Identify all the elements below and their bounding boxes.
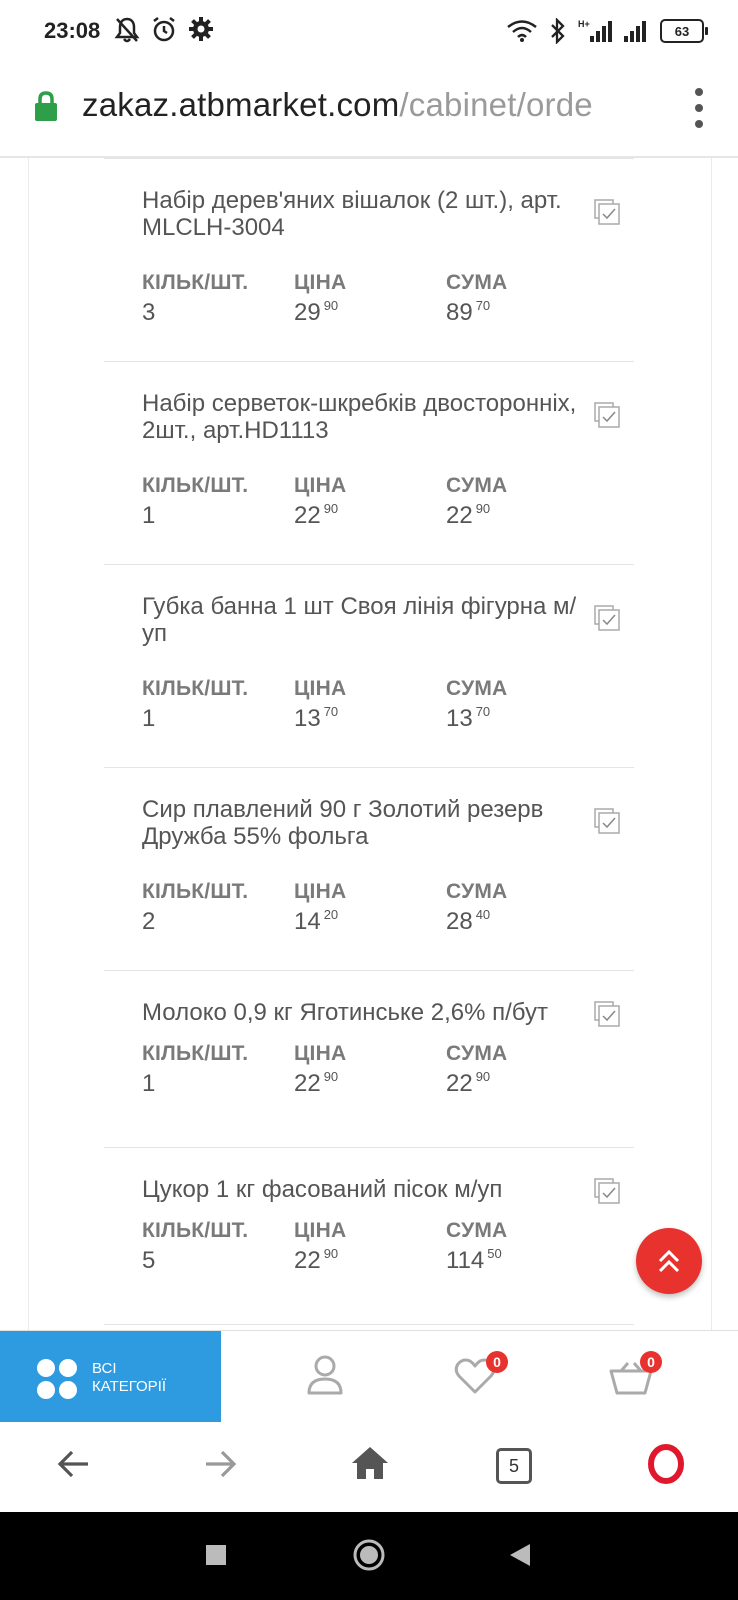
item-title[interactable]: Сир плавлений 90 г Золотий резерв Дружба 55% фольга — [142, 796, 544, 850]
order-item — [104, 1147, 634, 1325]
price-value: 22 $^{90}$ — [294, 501, 339, 529]
price-value: 22 $^{90}$ — [294, 1069, 339, 1097]
url-path: /cabinet/orde — [399, 86, 593, 123]
sum-value: 22 $^{90}$ — [446, 1069, 491, 1097]
qty-value: 2 — [142, 908, 156, 935]
checkbox-icon[interactable] — [594, 402, 620, 428]
item-columns — [142, 271, 634, 327]
signal-icon — [622, 18, 650, 44]
price-label: ЦІНА — [294, 271, 347, 294]
wifi-icon — [506, 19, 538, 43]
battery-icon: 63 — [660, 19, 704, 43]
order-item — [104, 564, 634, 767]
item-columns — [142, 880, 634, 936]
sum-label: СУМА — [446, 1042, 508, 1065]
site-bottom-nav — [0, 1330, 738, 1424]
price-label: ЦІНА — [294, 474, 347, 497]
checkbox-icon[interactable] — [594, 808, 620, 834]
checkbox-icon[interactable] — [594, 1178, 620, 1204]
item-title[interactable]: Набір дерев'яних вішалок (2 шт.), арт. MLCLH-3004 — [142, 187, 562, 241]
scroll-to-top-button[interactable] — [636, 1228, 702, 1294]
gear-icon — [188, 16, 214, 42]
tabs-counter-button[interactable]: 5 — [496, 1448, 532, 1484]
sum-label: СУМА — [446, 474, 508, 497]
sum-value: 28 $^{40}$ — [446, 907, 491, 935]
item-columns — [142, 1219, 634, 1275]
opera-menu-icon[interactable] — [648, 1444, 684, 1484]
alarm-icon — [150, 16, 178, 44]
order-item — [104, 970, 634, 1147]
sum-value: 13 $^{70}$ — [446, 704, 491, 732]
all-categories-button[interactable] — [0, 1331, 221, 1423]
back-triangle-icon[interactable] — [508, 1542, 532, 1568]
all-categories-label: ВСІ КАТЕГОРІЇ — [92, 1360, 167, 1395]
order-content — [0, 158, 738, 1330]
sum-value: 114 $^{50}$ — [446, 1246, 502, 1274]
qty-label: КІЛЬК/ШТ. — [142, 271, 249, 294]
qty-value: 3 — [142, 299, 156, 326]
qty-label: КІЛЬК/ШТ. — [142, 677, 249, 700]
order-items-list — [104, 158, 634, 1325]
lock-icon — [34, 90, 58, 122]
qty-label: КІЛЬК/ШТ. — [142, 1219, 249, 1242]
recents-icon[interactable] — [205, 1544, 227, 1566]
url-text[interactable] — [82, 86, 662, 124]
price-value: 29 $^{90}$ — [294, 298, 339, 326]
price-value: 13 $^{70}$ — [294, 704, 339, 732]
home-circle-icon[interactable] — [352, 1538, 386, 1572]
item-title[interactable]: Цукор 1 кг фасований пісок м/уп — [142, 1176, 503, 1203]
bluetooth-icon — [548, 18, 568, 44]
sum-value: 89 $^{70}$ — [446, 298, 491, 326]
sum-label: СУМА — [446, 880, 508, 903]
item-title[interactable]: Набір серветок-шкребків двосторонніх, 2шт., арт.HD1113 — [142, 390, 577, 444]
muted-bell-icon — [114, 16, 140, 44]
system-nav-bar — [0, 1512, 738, 1600]
categories-grid-icon — [36, 1358, 78, 1400]
item-columns — [142, 677, 634, 733]
qty-value: 5 — [142, 1247, 156, 1274]
qty-label: КІЛЬК/ШТ. — [142, 880, 249, 903]
qty-label: КІЛЬК/ШТ. — [142, 474, 249, 497]
checkbox-icon[interactable] — [594, 1001, 620, 1027]
svg-text:H+: H+ — [578, 19, 590, 29]
order-item — [104, 361, 634, 564]
back-arrow-icon[interactable] — [56, 1446, 92, 1482]
qty-value: 1 — [142, 502, 156, 529]
price-label: ЦІНА — [294, 1042, 347, 1065]
item-title[interactable]: Губка банна 1 шт Своя лінія фігурна м/уп — [142, 593, 577, 647]
cart-count-badge: 0 — [640, 1351, 662, 1373]
home-icon[interactable] — [350, 1444, 390, 1482]
order-item — [104, 158, 634, 361]
qty-label: КІЛЬК/ШТ. — [142, 1042, 249, 1065]
sum-label: СУМА — [446, 1219, 508, 1242]
status-time: 23:08 — [44, 18, 101, 43]
qty-value: 1 — [142, 1070, 156, 1097]
price-value: 22 $^{90}$ — [294, 1246, 339, 1274]
address-bar[interactable] — [0, 64, 738, 158]
price-label: ЦІНА — [294, 880, 347, 903]
price-label: ЦІНА — [294, 677, 347, 700]
item-columns — [142, 1042, 634, 1098]
checkbox-icon[interactable] — [594, 199, 620, 225]
sum-value: 22 $^{90}$ — [446, 501, 491, 529]
signal-h-plus-icon — [578, 18, 612, 44]
status-bar — [0, 0, 738, 64]
price-label: ЦІНА — [294, 1219, 347, 1242]
user-icon[interactable] — [306, 1353, 344, 1397]
status-icons-left — [114, 16, 214, 44]
browser-toolbar — [0, 1422, 738, 1512]
price-value: 14 $^{20}$ — [294, 907, 339, 935]
more-menu-icon[interactable] — [694, 88, 704, 128]
item-columns — [142, 474, 634, 530]
item-title[interactable]: Молоко 0,9 кг Яготинське 2,6% п/бут — [142, 999, 549, 1026]
sum-label: СУМА — [446, 677, 508, 700]
status-icons-right — [506, 18, 704, 44]
checkbox-icon[interactable] — [594, 605, 620, 631]
forward-arrow-icon[interactable] — [202, 1446, 238, 1482]
order-item — [104, 767, 634, 970]
favorites-count-badge: 0 — [486, 1351, 508, 1373]
url-host: zakaz.atbmarket.com — [82, 86, 400, 123]
qty-value: 1 — [142, 705, 156, 732]
double-chevron-up-icon — [654, 1246, 684, 1276]
sum-label: СУМА — [446, 271, 508, 294]
